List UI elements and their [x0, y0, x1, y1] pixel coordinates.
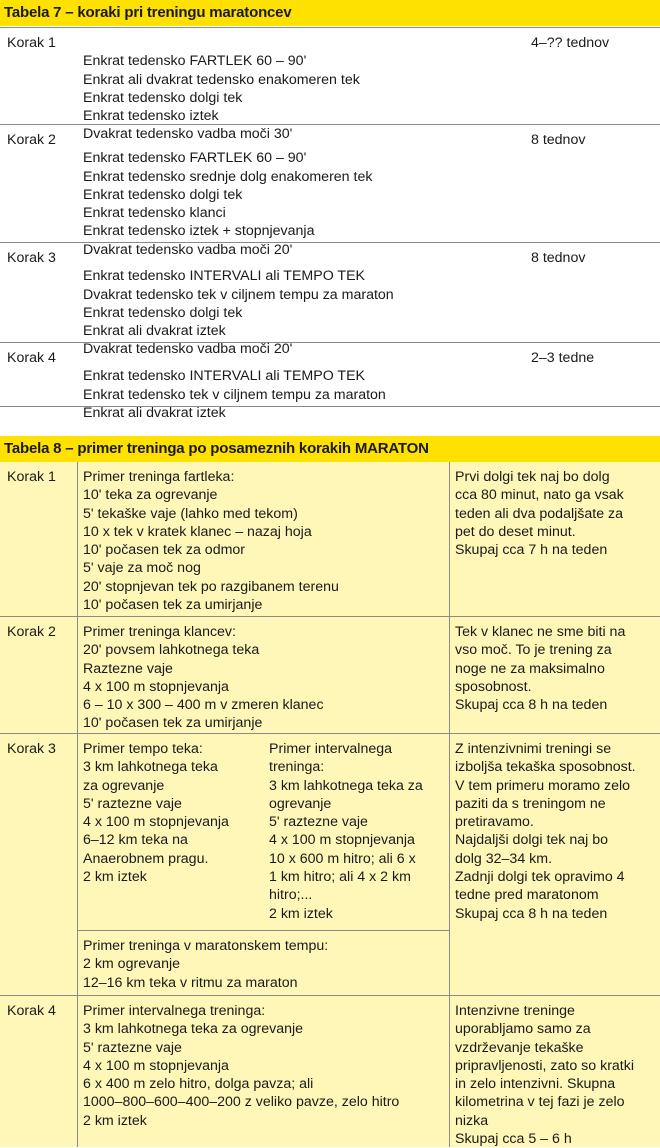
table8-step: Korak 4: [7, 1003, 56, 1019]
table7-duration: 4–?? tednov: [531, 35, 610, 51]
table8-workout-tempo: Primer tempo teka: 3 km lahkotnega teka za ogrevanje 5' raztezne vaje 4 x 100 m stopnjevanja 6–12 km teka na Anaerobnem pragu. 2 km iztek: [83, 741, 229, 886]
table8-row-4: [0, 996, 660, 1147]
table7-step: Korak 1: [7, 35, 56, 51]
table7-activities: Enkrat tedensko FARTLEK 60 – 90' Enkrat tedensko srednje dolg enakomeren tek Enkrat tedensko dolgi tek Enkrat tedensko klanci Enkrat tedensko iztek + stopnjevanja Dvakrat tedensko vadba moči 20': [83, 150, 373, 258]
table7-duration: 8 tednov: [531, 250, 586, 266]
table7-step: Korak 4: [7, 350, 56, 366]
table8-workout: Primer treninga fartleka: 10' teka za ogrevanje 5' tekaške vaje (lahko med tekom) 10 x tek v kratek klanec – nazaj hoja 10' počasen tek za odmor 5' vaje za moč nog 20' stopnjevan tek po razgibanem terenu 10' počasen tek za umirjanje: [83, 469, 339, 614]
table8-step: Korak 1: [7, 469, 56, 485]
table7-activities: Enkrat tedensko INTERVALI ali TEMPO TEK Enkrat tedensko tek v ciljnem tempu za maraton Enkrat ali dvakrat iztek: [83, 368, 386, 421]
table8-row-3: [0, 734, 660, 996]
table8-step: Korak 2: [7, 624, 56, 640]
table7-activities: Enkrat tedensko INTERVALI ali TEMPO TEK Dvakrat tedensko tek v ciljnem tempu za maraton Enkrat tedensko dolgi tek Enkrat ali dvakrat iztek Dvakrat tedensko vadba moči 20': [83, 268, 394, 358]
table7-row-4: [0, 343, 660, 421]
table7-step: Korak 2: [7, 132, 56, 148]
table7-step: Korak 3: [7, 250, 56, 266]
table8: [0, 462, 660, 1147]
table8-workout: Primer intervalnega treninga: 3 km lahkotnega teka za ogrevanje 5' raztezne vaje 4 x 100 m stopnjevanja 6 x 400 m zelo hitro, dolga pavza; ali 1000–800–600–400–200 z veliko pavze, zelo hitro 2 km iztek: [83, 1003, 400, 1129]
table8-title: Tabela 8 – primer treninga po posameznih korakih MARATON: [0, 436, 660, 462]
table8-note: Z intenzivnimi treningi se izboljša tekaška sposobnost. V tem primeru moramo zelo paziti da s treningom ne pretiravamo. Najdaljši dolgi tek naj bo dolg 32–34 km. Zadnji dolgi tek opravimo 4 tedne pred maratonom Skupaj cca 8 h na teden: [455, 741, 636, 922]
table7: [0, 27, 660, 421]
table8-workout-marathon: Primer treninga v maratonskem tempu: 2 km ogrevanje 12–16 km teka v ritmu za maraton: [83, 938, 329, 991]
table8-workout-interval: Primer intervalnega treninga: 3 km lahkotnega teka za ogrevanje 5' raztezne vaje 4 x 100 m stopnjevanja 10 x 600 m hitro; ali 6 x 1 km hitro; ali 4 x 2 km hitro;... 2 km iztek: [269, 741, 423, 922]
table7-title: Tabela 7 – koraki pri treningu maratoncev: [0, 0, 660, 26]
table8-row-2: [0, 617, 660, 734]
table8-note: Tek v klanec ne sme biti na vso moč. To je trening za noge ne za maksimalno sposobnost. Skupaj cca 8 h na teden: [455, 624, 626, 714]
table8-note: Intenzivne treninge uporabljamo samo za vzdrževanje tekaške pripravljenosti, zato so kratki in zelo intenzivni. Skupna kilometrina v tej fazi je zelo nizka Skupaj cca 5 – 6 h: [455, 1003, 634, 1148]
table8-row-1: [0, 462, 660, 617]
table7-duration: 2–3 tedne: [531, 350, 595, 366]
table7-duration: 8 tednov: [531, 132, 586, 148]
table8-step: Korak 3: [7, 741, 56, 757]
table7-activities: Enkrat tedensko FARTLEK 60 – 90' Enkrat ali dvakrat tedensko enakomeren tek Enkrat tedensko dolgi tek Enkrat tedensko iztek Dvakrat tedensko vadba moči 30': [83, 53, 360, 143]
table8-note: Prvi dolgi tek naj bo dolg cca 80 minut, nato ga vsak teden ali dva podaljšate za pet do deset minut. Skupaj cca 7 h na teden: [455, 469, 624, 559]
sub-divider: [77, 930, 449, 931]
table8-workout: Primer treninga klancev: 20' povsem lahkotnega teka Raztezne vaje 4 x 100 m stopnjevanja 6 – 10 x 300 – 400 m v zmeren klanec 10' počasen tek za umirjanje: [83, 624, 324, 732]
